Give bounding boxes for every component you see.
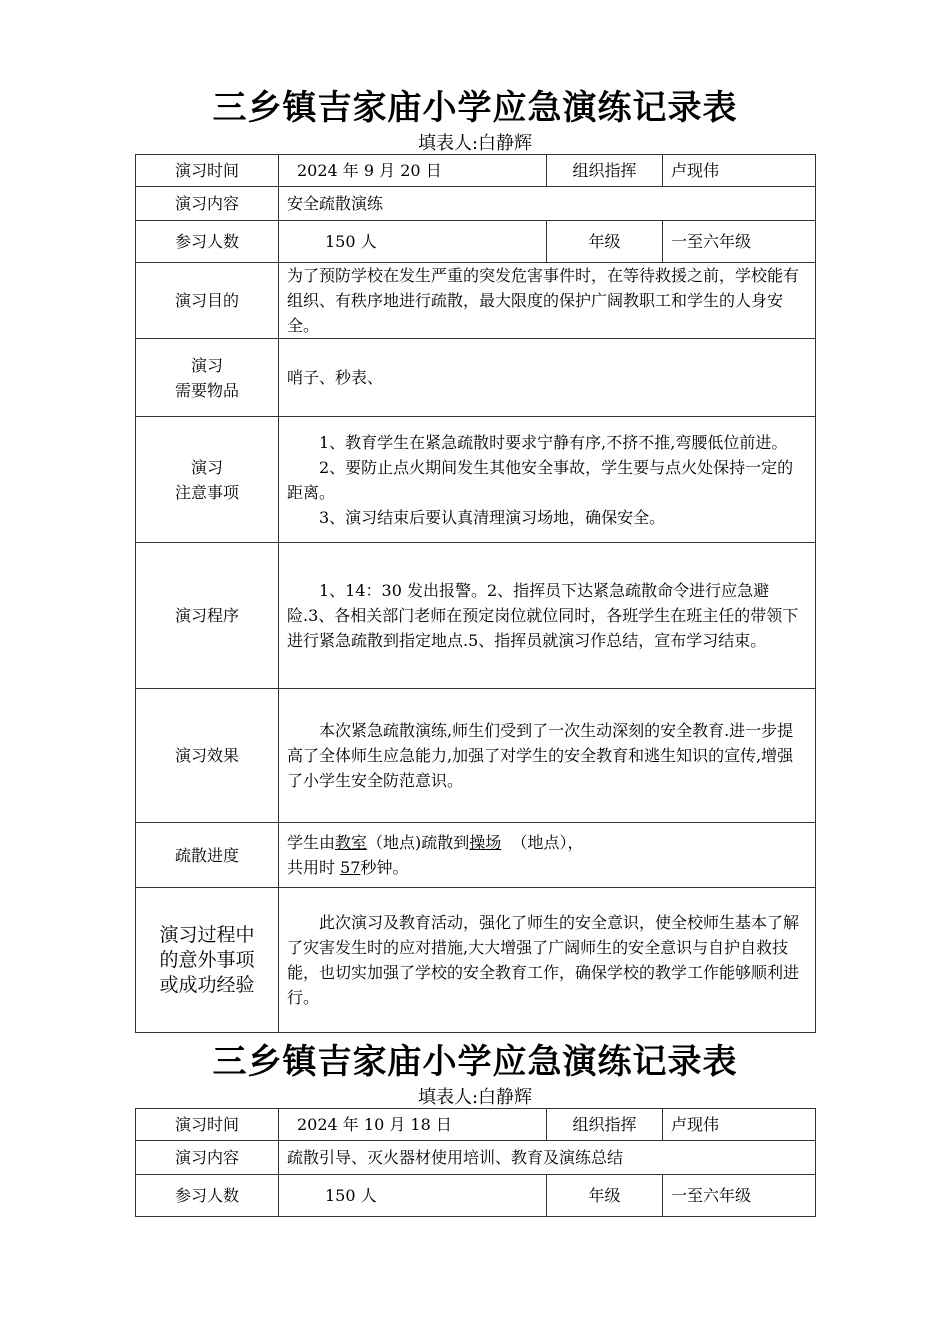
items-value: 哨子、秒表、 <box>279 339 816 417</box>
note-item: 1、教育学生在紧急疏散时要求宁静有序,不挤不推,弯腰低位前进。 <box>319 432 788 452</box>
notes-label <box>136 417 279 543</box>
row-items <box>136 339 816 417</box>
notes-label-line1: 演习 <box>190 457 223 477</box>
form2-title: 三乡镇吉家庙小学应急演练记录表 <box>212 1042 738 1082</box>
time-label: 演习时间 <box>136 155 279 187</box>
row-effect <box>136 689 816 823</box>
effect-label: 演习效果 <box>136 689 279 823</box>
progress-text: （地点）， <box>501 833 584 852</box>
progress-text: 秒钟。 <box>360 858 409 877</box>
row-participants <box>136 221 816 263</box>
form1-title: 三乡镇吉家庙小学应急演练记录表 <box>212 88 738 128</box>
form1-table <box>135 154 816 1033</box>
commander-label: 组织指挥 <box>547 1109 663 1141</box>
progress-text: 共用时 <box>287 858 341 877</box>
participants-value: 150 人 <box>279 1175 547 1217</box>
experience-label-line3: 或成功经验 <box>159 973 255 996</box>
progress-text: 学生由 <box>287 833 336 852</box>
progress-to: 操场 <box>469 833 502 852</box>
time-value: 2024 年 10 月 18 日 <box>279 1109 547 1141</box>
row-progress <box>136 823 816 888</box>
row-purpose <box>136 263 816 339</box>
effect-value: 本次紧急疏散演练,师生们受到了一次生动深刻的安全教育.进一步提高了全体师生应急能力,加强了对学生的安全教育和逃生知识的宣传,增强了小学生安全防范意识。 <box>279 689 816 823</box>
commander-value: 卢现伟 <box>663 1109 816 1141</box>
experience-value: 此次演习及教育活动，强化了师生的安全意识，使全校师生基本了解了灾害发生时的应对措施,大大增强了广阔师生的安全意识与自护自救技能，也切实加强了学校的安全教育工作，确保学校的教学工作能够顺利进行。 <box>279 888 816 1033</box>
form1-filler: 填表人:白静辉 <box>417 133 533 154</box>
content-label: 演习内容 <box>136 187 279 221</box>
form2-filler: 填表人:白静辉 <box>417 1087 533 1108</box>
items-label-line1: 演习 <box>190 355 223 375</box>
purpose-label: 演习目的 <box>136 263 279 339</box>
participants-label: 参习人数 <box>136 221 279 263</box>
items-label-line2: 需要物品 <box>174 380 239 400</box>
experience-label <box>136 888 279 1033</box>
progress-label: 疏散进度 <box>136 823 279 888</box>
progress-from: 教室 <box>335 833 368 852</box>
participants-value: 150 人 <box>279 221 547 263</box>
time-value: 2024 年 9 月 20 日 <box>279 155 547 187</box>
grade-label: 年级 <box>547 1175 663 1217</box>
grade-label: 年级 <box>547 221 663 263</box>
notes-value <box>279 417 816 543</box>
commander-label: 组织指挥 <box>547 155 663 187</box>
row-time <box>136 1109 816 1141</box>
experience-label-line1: 演习过程中 <box>159 923 255 946</box>
row-time <box>136 155 816 187</box>
progress-text: （地点)疏散到 <box>367 833 470 852</box>
form2-table <box>135 1108 816 1217</box>
procedure-value: 1、14：30 发出报警。2、指挥员下达紧急疏散命令进行应急避险.3、各相关部门老师在预定岗位就位同时，各班学生在班主任的带领下进行紧急疏散到指定地点.5、指挥员就演习作总结，宣布学习结束。 <box>279 543 816 689</box>
row-procedure <box>136 543 816 689</box>
purpose-value: 为了预防学校在发生严重的突发危害事件时，在等待救援之前，学校能有组织、有秩序地进行疏散，最大限度的保护广阔教职工和学生的人身安全。 <box>279 263 816 339</box>
content-label: 演习内容 <box>136 1141 279 1175</box>
row-content <box>136 187 816 221</box>
grade-value: 一至六年级 <box>663 1175 816 1217</box>
experience-label-line2: 的意外事项 <box>159 948 255 971</box>
note-item: 2、要防止点火期间发生其他安全事故，学生要与点火处保持一定的距离。 <box>287 457 794 502</box>
row-content <box>136 1141 816 1175</box>
procedure-label: 演习程序 <box>136 543 279 689</box>
row-participants <box>136 1175 816 1217</box>
note-item: 3、演习结束后要认真清理演习场地，确保安全。 <box>319 507 666 527</box>
commander-value: 卢现伟 <box>663 155 816 187</box>
content-value: 安全疏散演练 <box>279 187 816 221</box>
items-label <box>136 339 279 417</box>
row-experience <box>136 888 816 1033</box>
notes-label-line2: 注意事项 <box>174 482 239 502</box>
participants-label: 参习人数 <box>136 1175 279 1217</box>
progress-seconds: 57 <box>340 858 361 877</box>
grade-value: 一至六年级 <box>663 221 816 263</box>
progress-value <box>279 823 816 888</box>
row-notes <box>136 417 816 543</box>
content-value: 疏散引导、灭火器材使用培训、教育及演练总结 <box>279 1141 816 1175</box>
time-label: 演习时间 <box>136 1109 279 1141</box>
